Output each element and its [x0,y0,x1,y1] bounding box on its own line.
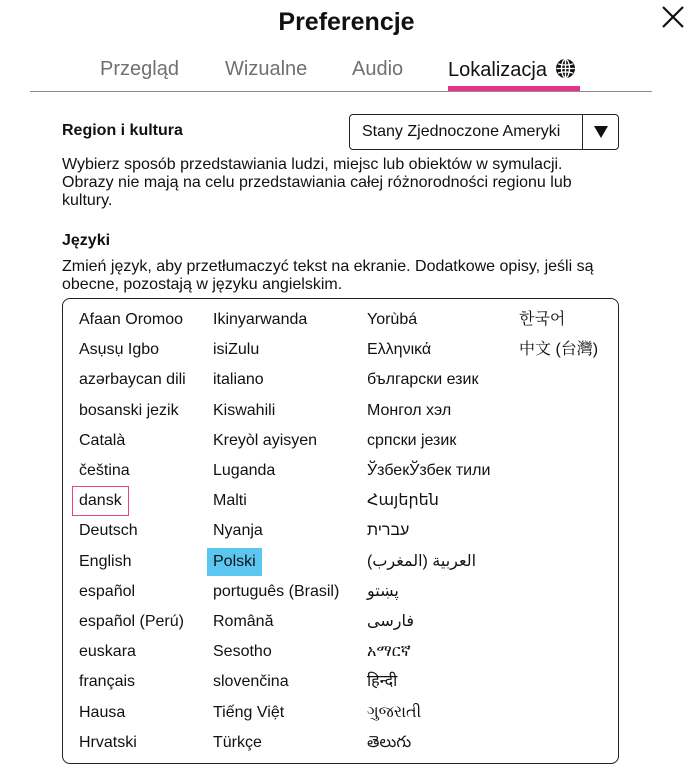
language-option[interactable]: తెలుగు [367,733,412,751]
language-option[interactable]: Kreyòl ayisyen [213,431,318,449]
region-label: Region i kultura [62,122,183,139]
languages-label: Języki [62,232,111,249]
language-option[interactable]: العربية (المغرب) [367,552,477,570]
language-option[interactable]: български език [367,371,479,389]
language-list [62,298,619,764]
language-option[interactable]: Sesotho [213,643,272,661]
languages-description: Zmień język, aby przetłumaczyć tekst na ekranie. Dodatkowe opisy, jeśli są obecne, pozostają w języku angielskim. [62,258,594,293]
tab-localization-label: Lokalizacja [448,59,547,81]
region-select-value: Stany Zjednoczone Ameryki [362,123,561,140]
close-icon [660,4,686,30]
language-option[interactable]: ગુજરાતી [367,703,422,721]
language-option[interactable]: Yorùbá [367,311,418,328]
region-select-arrow[interactable] [582,115,618,149]
region-description: Wybierz sposób przedstawiania ludzi, miejsc lub obiektów w symulacji. Obrazy nie mają na celu przedstawiania całej różnorodności regionu lub kultury. [62,156,572,209]
language-option[interactable]: Malti [213,492,247,510]
language-option[interactable]: فارسی [367,613,414,630]
language-option[interactable]: 中文 (台灣) [519,341,599,359]
language-option[interactable]: bosanski jezik [79,401,179,419]
tab-audio[interactable]: Audio [352,58,404,80]
globe-icon [555,58,576,85]
language-option[interactable]: Tiếng Việt [213,703,285,721]
dialog-title: Preferencje [278,8,415,36]
tab-visual[interactable]: Wizualne [225,58,308,80]
language-option[interactable]: français [79,673,136,691]
language-option[interactable]: ЎзбекЎзбек тили [367,462,491,479]
close-button[interactable] [655,0,691,34]
tab-overview[interactable]: Przegląd [100,58,179,80]
language-option[interactable]: Asụsụ Igbo [79,341,160,359]
active-tab-indicator [448,86,580,91]
language-option[interactable]: Ελληνικά [367,341,432,359]
language-option[interactable]: српски језик [367,431,457,449]
language-option[interactable]: English [79,552,132,570]
language-option[interactable]: Afaan Oromoo [79,311,184,328]
language-option[interactable]: čeština [79,462,130,479]
triangle-down-icon [593,125,609,139]
language-option[interactable]: español [79,582,136,600]
tab-bar [30,50,652,92]
language-option[interactable]: Nyanja [213,522,263,540]
language-option[interactable]: עברית [367,522,410,540]
language-option[interactable]: Kiswahili [213,401,276,419]
language-option[interactable]: azərbaycan dili [79,371,186,389]
language-option[interactable]: Deutsch [79,522,138,540]
language-option[interactable]: Català [79,431,126,449]
language-option[interactable]: euskara [79,643,136,661]
language-option[interactable]: አማርኛ [367,643,411,661]
language-option[interactable]: español (Perú) [79,613,184,630]
language-option[interactable]: português (Brasil) [213,582,340,600]
language-option[interactable]: हिन्दी [367,673,398,691]
language-option[interactable]: Հայերեն [367,492,439,510]
language-option[interactable]: 한국어 [519,311,566,328]
language-option[interactable]: Hrvatski [79,733,137,751]
language-option[interactable]: Română [213,613,274,630]
language-option[interactable]: پښتو [367,582,399,600]
language-option[interactable]: Ikinyarwanda [213,311,308,328]
language-option[interactable]: Hausa [79,703,126,721]
language-option[interactable]: slovenčina [213,673,289,691]
language-option[interactable]: Luganda [213,462,276,479]
region-select[interactable] [349,114,619,150]
language-option[interactable]: isiZulu [213,341,260,359]
language-option[interactable]: Монгол хэл [367,401,452,419]
language-option[interactable]: dansk [73,487,128,515]
language-option[interactable]: Türkçe [213,733,262,751]
language-option[interactable]: Polski [207,548,262,576]
tab-localization[interactable] [448,58,576,85]
language-option[interactable]: italiano [213,371,264,389]
